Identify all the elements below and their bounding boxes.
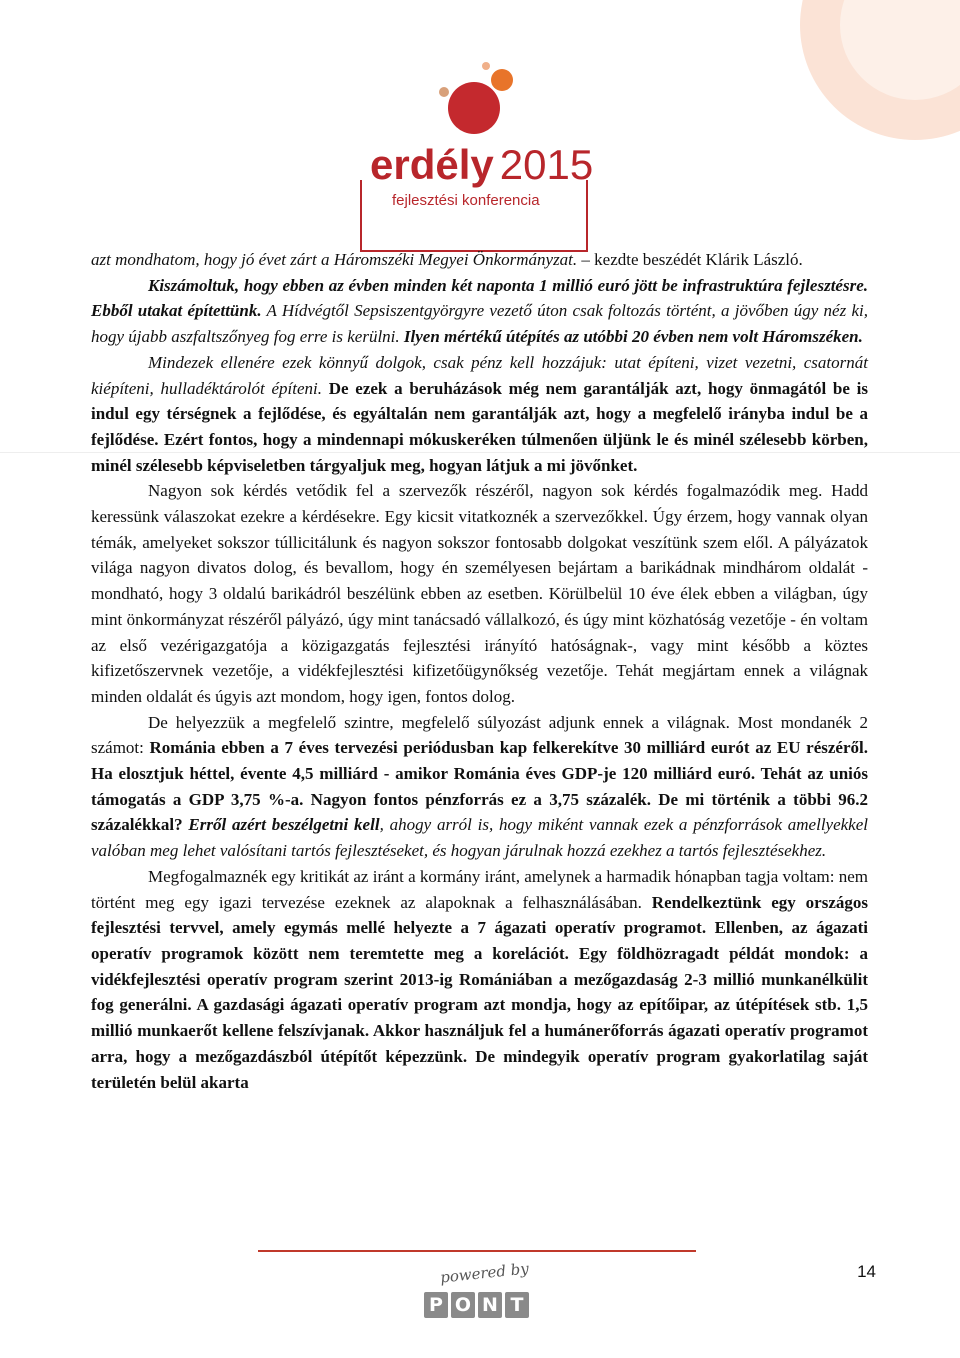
- page-number: 14: [857, 1262, 876, 1281]
- text-segment: Nagyon sok kérdés vetődik fel a szervezők részéről, nagyon sok kérdés fogalmazódik meg. Hadd keressünk válaszokat ezekre a kérdésekre. Egy kicsit vitatkoznék a szervezőkkel. Úgy érzem, hogy vannak olyan témák, amelyeket sokszor túllicitálunk és nagyon sokszor fontosabb dolgokat veszítünk szem elől. A pályázatok világa nagyon divatos dolog, és bevallom, hogy én személyesen bejártam a barikádnak mindhárom oldalát - mondható, hogy 3 oldalú barikádról beszélünk ebben az esetben. Körülbelül 10 éve élek ebben a világban, úgy mint önkormányzat részéről pályázó, úgy mint tanácsadó vállalkozó, és úgy mint közhatóság vezetője - én voltam az első vezérigazgatója a közigazgatás fejlesztési irányító hatóságnak-, vagy mint később a köztes kifizetőszervnek vezetője, a vidékfejlesztési kifizetőügynőkség vezetője. Tehát megjártam ennek a világnak minden oldalát és úgyis azt mondom, hogy igen, fontos dolog.: [91, 481, 868, 706]
- powered-by-label: powered by: [439, 1259, 530, 1287]
- paragraph: [91, 350, 868, 479]
- logo-circle-small: [439, 87, 449, 97]
- logo-word: erdély: [370, 141, 494, 188]
- pont-letter: P: [424, 1292, 448, 1318]
- text-segment: , ahogy arról is, hogy miként vannak ezek a pénzforrások amellyekkel valóban meg lehet valósítani tartós fejlesztéseket, és hogyan járulnak hozzá ezekhez a tartós fejlesztésekhez.: [91, 815, 869, 861]
- text-segment: Ilyen mértékű útépítés az utóbbi 20 évben nem volt Háromszéken.: [399, 327, 863, 347]
- paragraph: [91, 247, 868, 273]
- paragraph: [91, 478, 868, 709]
- text-segment: – kezdte beszédét Klárik László.: [577, 250, 803, 269]
- logo-circle-large: [448, 82, 500, 134]
- erdely-2015-logo: [358, 62, 594, 222]
- paragraph: [91, 864, 868, 1095]
- text-segment: azt mondhatom, hogy jó évet zárt a Háromszéki Megyei Önkormányzat.: [91, 250, 578, 269]
- text-segment: De helyezzük a megfelelő szintre, megfelelő súlyozást adjunk ennek a világnak. Most mondanék 2 számot:: [91, 712, 868, 758]
- paragraph: [91, 273, 868, 350]
- logo-frame: [360, 180, 588, 252]
- text-segment: De ezek a beruházások még nem garantálják azt, hogy önmagától be is indul egy térségnek a fejlődése, és egyáltalán nem garantálják azt, hogy a megfelelő irányba indul be a fejlődése. Ezért fontos, hogy a mindennapi mókuskeréken túlmenően üljünk le és minél szélesebb körben, minél szélesebb képviseletben tárgyaljuk meg, hogyan látjuk a mi jövőnket.: [91, 378, 868, 475]
- pont-letter: T: [505, 1292, 529, 1318]
- logo-year: 2015: [499, 141, 594, 188]
- logo-circle-tiny: [482, 62, 490, 70]
- text-segment: Kiszámoltuk, hogy ebben az évben minden két naponta 1 millió euró jött be infrastruktúra fejlesztésre. Ebből utakat építettünk.: [91, 275, 868, 321]
- text-segment: Megfogalmaznék egy kritikát az iránt a kormány iránt, amelynek a harmadik hónapban tagja voltam: nem történt meg egy igazi tervezése ezeknek az alapoknak a felhasználásában.: [91, 866, 868, 912]
- text-segment: Mindezek ellenére ezek könnyű dolgok, csak pénz kell hozzájuk: utat építeni, vizet vezetni, csatornát kiépíteni, hulladéktárolót építeni.: [91, 352, 868, 398]
- logo-subtitle: fejlesztési konferencia: [392, 192, 540, 209]
- pont-logo: [424, 1292, 529, 1320]
- text-segment: Rendelkeztünk egy országos fejlesztési tervvel, amely egymás mellé helyezte a 7 ágazati operatív programot. Ellenben, az ágazati operatív programok között nem teremtette meg a korelációt. Egy földhözragadt példát mondok: a vidékfejlesztési operatív program szerint 2013-ig Romániában a mezőgazdaság 2-3 millió munkanélkülit fog generálni. A gazdasági ágazati operatív program azt mondja, hogy az epítőipar, az útépítések stb. 1,5 millió munkaerőt kellene felszívjanak. Akkor használjuk fel a humánerőforrás ágazati operatív programot arra, hogy a mezőgazdászból útépítőt képezzünk. De mindegyik operatív program gyakorlatilag saját területén belül akarta: [91, 892, 868, 1092]
- document-body: [91, 247, 868, 1095]
- logo-circles-graphic: [358, 62, 590, 142]
- paragraph: [91, 710, 868, 864]
- text-segment: Erről azért beszélgetni kell: [182, 815, 380, 835]
- footer-divider: [258, 1250, 696, 1252]
- text-segment: A Hídvégtől Sepsiszentgyörgyre vezető úton csak foltozás történt, a jövőben úgy néz ki, hogy újabb aszfaltszőnyeg fog erre is kerülni.: [91, 301, 868, 347]
- text-segment: Románia ebben a 7 éves tervezési periódusban kap felkerekítve 30 milliárd eurót az EU részéről. Ha elosztjuk héttel, évente 4,5 milliárd - amikor Románia éves GDP-je 120 milliárd euró. Tehát az uniós támogatás a GDP 3,75 %-a. Nagyon fontos pénzforrás ez a 3,75 százalék. De mi történik a többi 96.2 százalékkal?: [91, 738, 868, 835]
- pont-letter: N: [478, 1292, 502, 1318]
- logo-title: [370, 142, 593, 188]
- pont-letter: O: [451, 1292, 475, 1318]
- logo-circle-orange: [491, 69, 513, 91]
